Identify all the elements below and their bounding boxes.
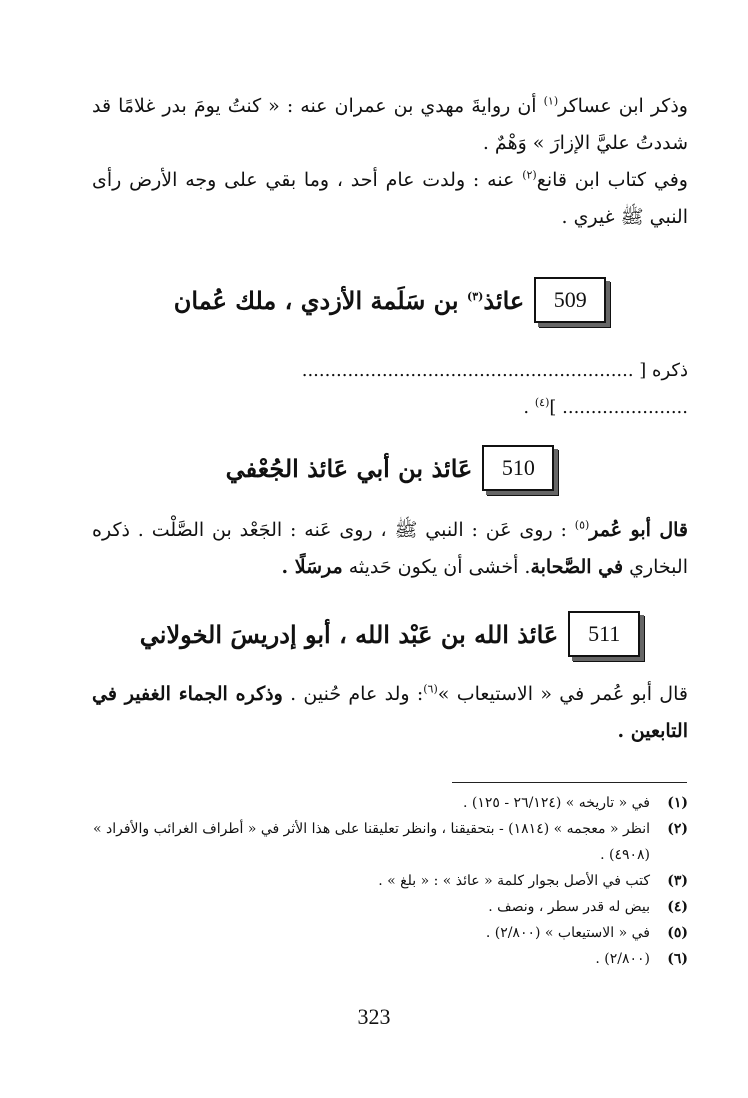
entry-510-heading [92,440,688,496]
entry-number-box: 510 [482,445,554,491]
footnote-number: (٣) [667,873,688,889]
paragraph-text: عنه : ولدت عام أحد ، وما بقي على وجه الأرض رأى النبي ﷺ غيري . [92,169,688,228]
entry-511-heading [92,606,688,662]
entry-title: عائذ$^{(٣)}$ بن سَلَمة الأزدي ، ملك عُمان [173,285,525,315]
paragraph-text: وفي كتاب ابن قانع [536,169,688,191]
paragraph-abu-umar [92,512,688,586]
entry-509-line-2: ...................... ]$^{(٤)}$ . [523,396,688,418]
page-number: 323 [357,1004,391,1029]
footnote-text: في « الاستيعاب » (٢/٨٠٠) . [485,925,650,941]
entry-number-box: 509 [534,277,606,323]
entry-509-heading [92,272,688,328]
entry-number-box: 511 [568,611,640,657]
intro-paragraphs [92,88,688,236]
footnote-item [92,894,688,920]
footnote-number: (١) [667,795,688,811]
bold-text: وذكره الجماء الغفير في التابعين . [92,683,688,742]
footnote-text: (٢/٨٠٠) . [595,951,650,967]
footnote-item [92,868,688,894]
entry-title: عَائذ بن أبي عَائذ الجُعْفي [225,453,473,483]
footnote-item [92,816,688,868]
paragraph-text: . أخشى أن يكون حَديثه [342,556,531,578]
footnote-ref: (٤) [534,396,550,409]
footnote-item [92,946,688,972]
entry-509-line-1: ذكره [ .......................................................... [301,360,688,381]
entry-510-body [92,512,688,586]
paragraph-ibn-qani [92,162,688,236]
paragraph-ibn-asakir [92,88,688,162]
paragraph-text: : روى عَن : النبي ﷺ ، روى عَنه : الجَعْد بن الصَّلْت . ذكره البخاري [92,519,688,578]
footnote-text: انظر « معجمه » (١٨١٤) - بتحقيقنا ، وانظر تعليقنا على هذا الأثر في « أطراف الغرائب والأفراد » (٤٩٠٨) . [92,821,650,863]
paragraph-text: أن روايةَ مهدي بن عمران عنه : « كنتُ يومَ بدر غلامًا قد شددتُ عليَّ الإزارَ » وَهْمٌ . [92,95,688,154]
footnote-ref: (٣) [466,289,484,303]
entry-511-body [92,676,688,750]
paragraph-text: قال أبو عُمر في « الاستيعاب » [437,683,688,705]
footnote-text: بيض له قدر سطر ، ونصف . [488,899,650,915]
footnote-ref: (٥) [574,518,590,532]
footnote-number: (٦) [667,951,688,967]
dotted-text: ...................... ] [549,397,688,418]
footnote-item [92,790,688,816]
footnote-ref: (٢) [522,168,537,182]
footnote-text: كتب في الأصل بجوار كلمة « عائذ » : « بلغ » . [378,873,650,889]
paragraph-istiab [92,676,688,750]
footnote-number: (٢) [667,821,688,837]
footnotes [92,790,688,972]
footnote-ref: (٦) [423,682,438,696]
footnote-ref: (١) [543,94,559,108]
bold-text: مرسَلًا . [281,556,343,578]
footnote-number: (٤) [667,899,688,915]
footnote-number: (٥) [667,925,688,941]
footnote-item [92,920,688,946]
bold-text: قال أبو عُمر [589,519,689,541]
paragraph-text: : ولد عام حُنين . [282,683,424,705]
paragraph-text: وذكر ابن عساكر [558,95,688,117]
footnote-separator [452,782,687,783]
entry-title: عَائذ الله بن عَبْد الله ، أبو إدريسَ الخولاني [139,619,559,649]
bold-text: في الصَّحابة [530,556,624,578]
footnote-text: في « تاريخه » (٢٦/١٢٤ - ١٢٥) . [462,795,650,811]
